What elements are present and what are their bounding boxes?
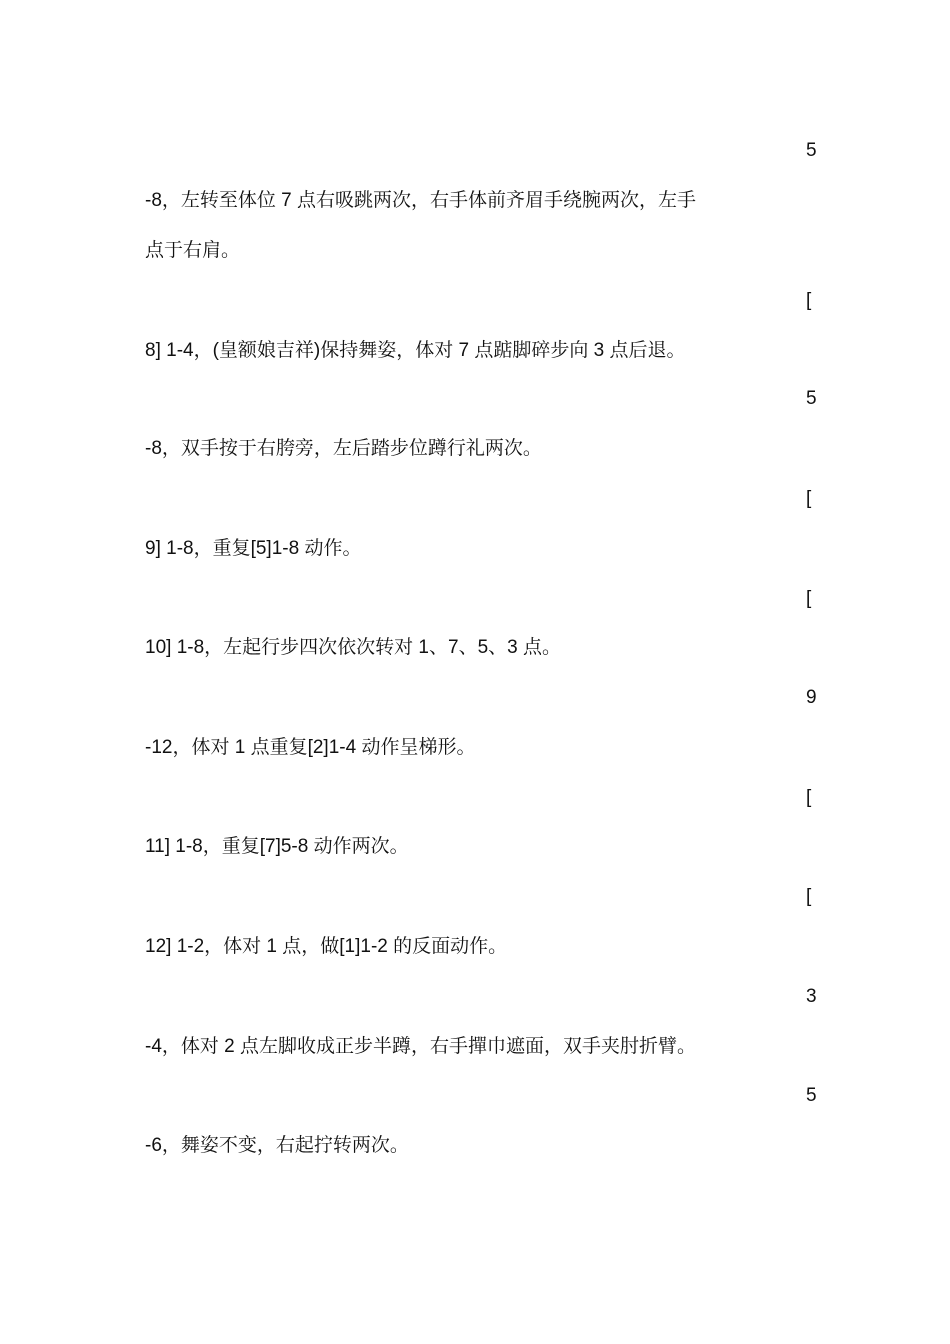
- text-line: 12] 1-2，体对 1 点，做[1]1-2 的反面动作。: [145, 936, 508, 957]
- line-marker: [: [806, 488, 812, 509]
- text-line: 8] 1-4，(皇额娘吉祥)保持舞姿，体对 7 点踮脚碎步向 3 点后退。: [145, 340, 686, 361]
- line-marker: [: [806, 588, 812, 609]
- text-line: -8，双手按于右胯旁，左后踏步位蹲行礼两次。: [145, 438, 542, 459]
- text-line: 9] 1-8，重复[5]1-8 动作。: [145, 538, 362, 559]
- line-marker: 5: [806, 140, 817, 161]
- line-marker: 5: [806, 1085, 817, 1106]
- line-marker: [: [806, 290, 812, 311]
- text-line: 10] 1-8，左起行步四次依次转对 1、7、5、3 点。: [145, 637, 561, 658]
- line-marker: 3: [806, 986, 817, 1007]
- line-marker: 9: [806, 687, 817, 708]
- text-line: 11] 1-8，重复[7]5-8 动作两次。: [145, 836, 409, 857]
- line-marker: 5: [806, 388, 817, 409]
- line-marker: [: [806, 787, 812, 808]
- text-line: -12，体对 1 点重复[2]1-4 动作呈梯形。: [145, 737, 476, 758]
- text-line: -4，体对 2 点左脚收成正步半蹲，右手撣巾遮面，双手夹肘折臂。: [145, 1036, 697, 1057]
- text-line: -6，舞姿不变，右起拧转两次。: [145, 1135, 409, 1156]
- text-line: -8，左转至体位 7 点右吸跳两次，右手体前齐眉手绕腕两次，左手: [145, 190, 697, 211]
- line-marker: [: [806, 886, 812, 907]
- text-line: 点于右肩。: [145, 240, 241, 261]
